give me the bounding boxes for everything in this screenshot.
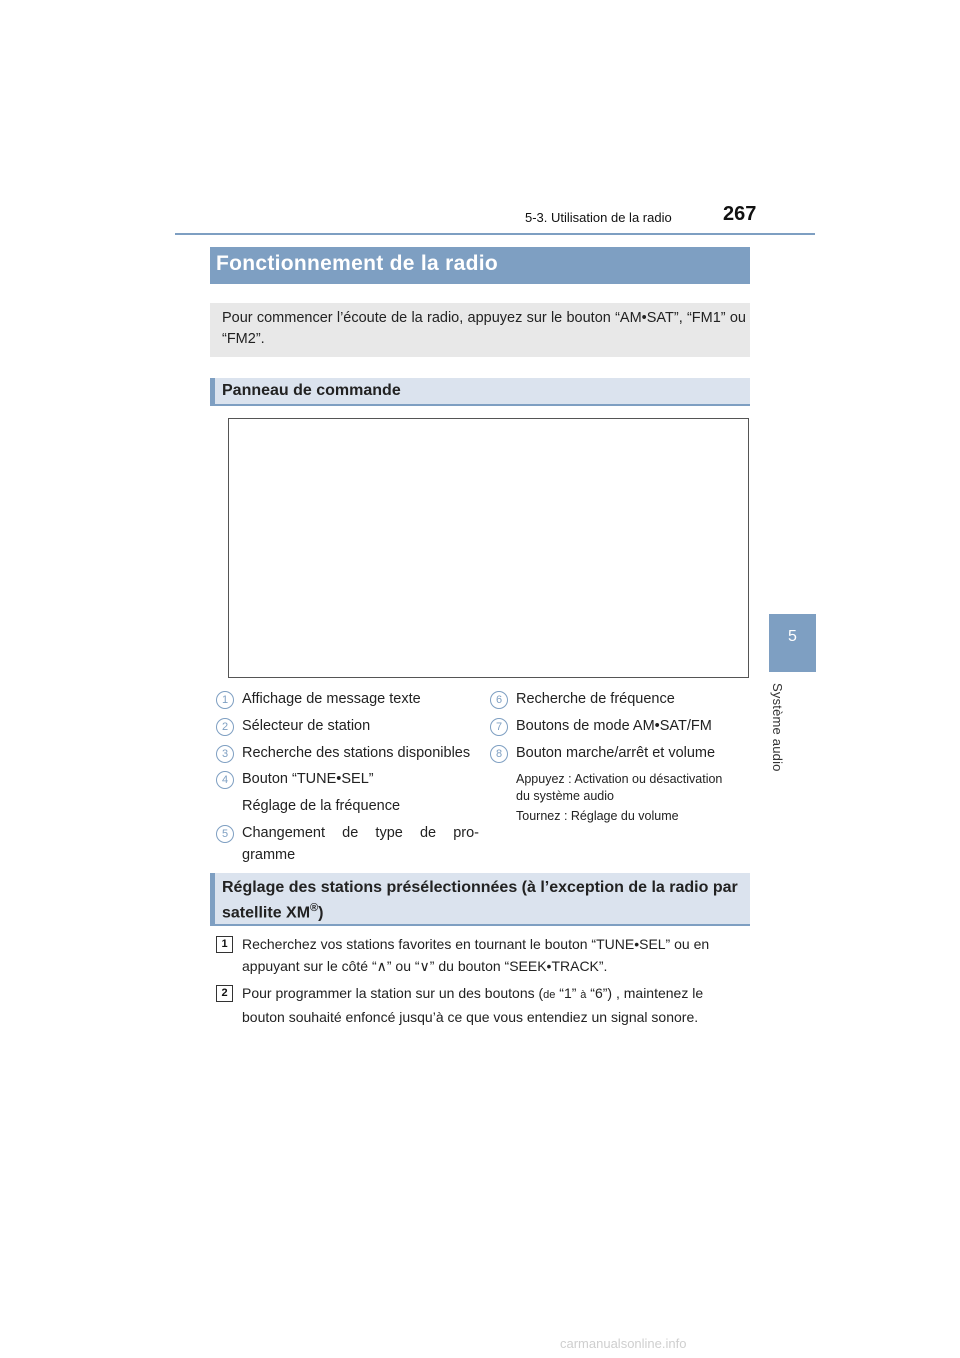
section-header: 5-3. Utilisation de la radio: [525, 210, 672, 225]
step-text-part: de: [543, 989, 556, 1001]
item-label-continued: gramme: [242, 847, 296, 863]
chapter-number: 5: [788, 628, 797, 645]
header-rule: [175, 233, 815, 235]
page-title: Fonctionnement de la radio: [216, 252, 498, 275]
callout-6-icon: 6: [490, 691, 508, 709]
callout-4-icon: 4: [216, 771, 234, 789]
preset-heading-text: satellite XM: [222, 904, 311, 922]
footer-watermark: carmanualsonline.info: [560, 1336, 687, 1351]
preset-heading-line2: [222, 902, 323, 922]
item-label: Bouton marche/arrêt et volume: [516, 745, 716, 761]
item-label: Affichage de message texte: [242, 691, 421, 707]
callout-5-icon: 5: [216, 825, 234, 843]
control-panel-heading: Panneau de commande: [222, 382, 401, 399]
chapter-label: Système audio: [770, 683, 785, 772]
step-1-badge: 1: [216, 936, 233, 953]
step-text-part: “1”: [555, 985, 581, 1001]
step-line: bouton souhaité enfoncé jusqu’à ce que vous entendiez un signal sonore.: [242, 1009, 699, 1025]
step-text-part: Pour programmer la station sur un des boutons (: [242, 985, 544, 1001]
item-label: Recherche des stations disponibles: [242, 745, 471, 761]
item-label: Recherche de fréquence: [516, 691, 675, 707]
control-panel-figure: [228, 418, 749, 678]
step-1-text: [242, 933, 746, 977]
preset-heading-close: ): [318, 904, 324, 922]
step-text-part: à: [580, 989, 587, 1001]
item-note: du système audio: [516, 789, 614, 803]
step-line: Recherchez vos stations favorites en tournant le bouton “TUNE•SEL” ou en: [242, 936, 710, 952]
step-line: [242, 982, 746, 1006]
step-text-part: “6”) , maintenez le: [586, 985, 704, 1001]
preset-heading-line1: Réglage des stations présélectionnées (à l’exception de la radio par: [222, 879, 738, 896]
callout-3-icon: 3: [216, 745, 234, 763]
callout-7-icon: 7: [490, 718, 508, 736]
step-2-badge: 2: [216, 985, 233, 1002]
item-label: Boutons de mode AM•SAT/FM: [516, 718, 712, 734]
item-note: Tournez : Réglage du volume: [516, 809, 679, 823]
callout-8-icon: 8: [490, 745, 508, 763]
item-sublabel: Réglage de la fréquence: [242, 798, 401, 814]
item-note: Appuyez : Activation ou désactivation: [516, 772, 723, 786]
callout-2-icon: 2: [216, 718, 234, 736]
registered-mark: ®: [310, 902, 319, 914]
page-number: 267: [723, 203, 757, 225]
step-2-text: [242, 982, 746, 1028]
callout-1-icon: 1: [216, 691, 234, 709]
item-label: Sélecteur de station: [242, 718, 371, 734]
intro-text: Pour commencer l’écoute de la radio, appuyez sur le bouton “AM•SAT”, “FM1” ou “FM2”.: [222, 310, 746, 347]
step-line: appuyant sur le côté “∧” ou “∨” du bouton “SEEK•TRACK”.: [242, 958, 608, 974]
item-label: Bouton “TUNE•SEL”: [242, 771, 374, 787]
item-label: Changement de type de pro-: [242, 825, 479, 841]
